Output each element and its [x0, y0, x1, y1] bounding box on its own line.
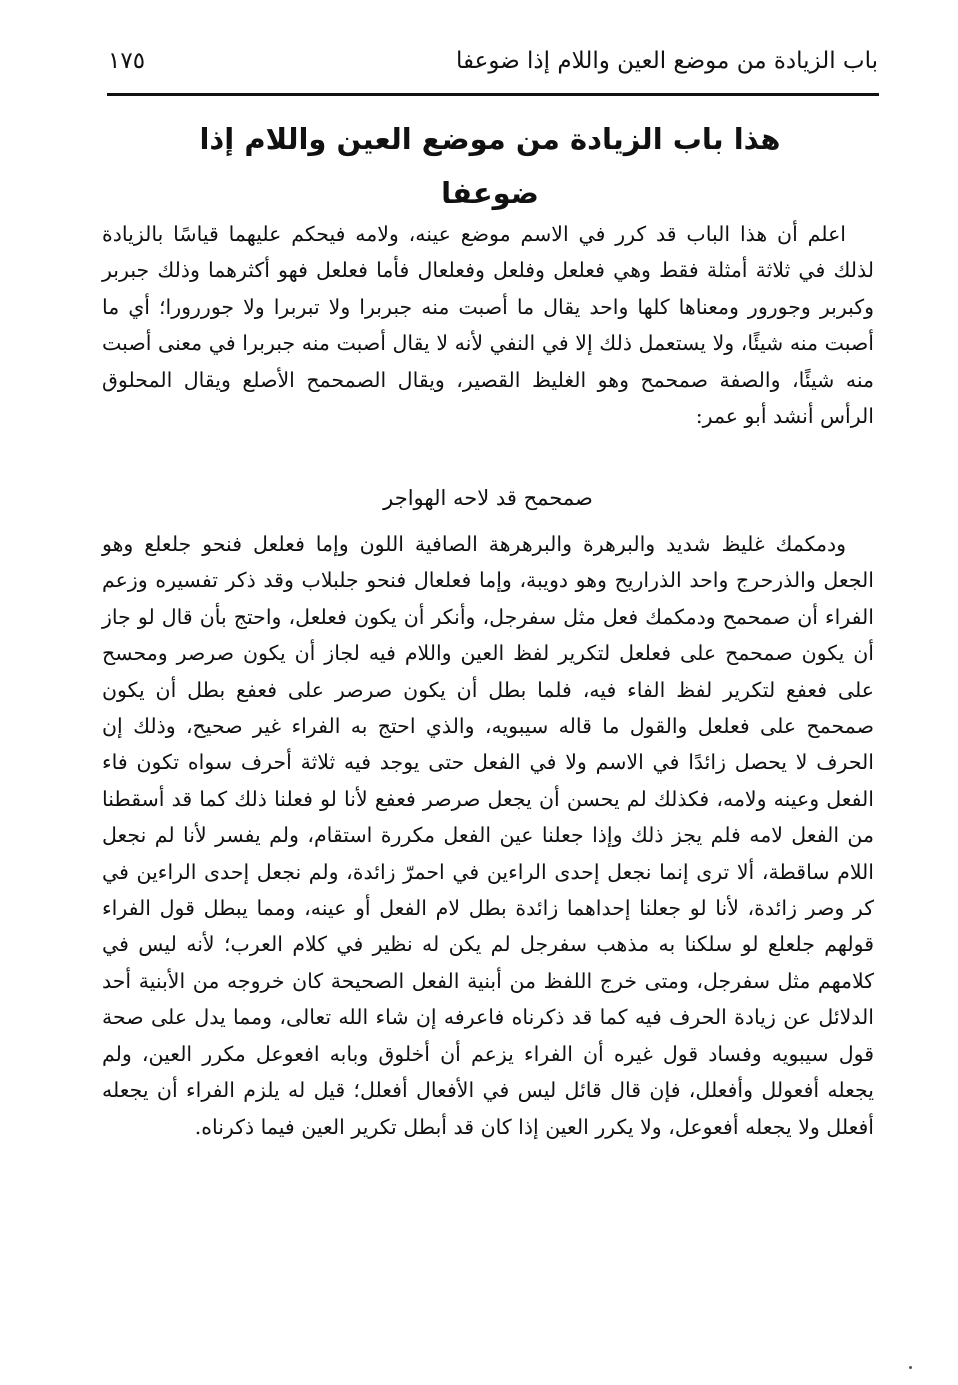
body-text-section-1 — [102, 216, 874, 434]
chapter-title: هذا باب الزيادة من موضع العين واللام إذا ضوعفا — [199, 122, 781, 210]
page-number: ١٧٥ — [108, 48, 146, 74]
header-rule — [107, 93, 879, 96]
running-header — [108, 44, 878, 90]
verse-quotation: صمحمح قد لاحه الهواجر — [383, 486, 593, 510]
body-text-section-2 — [102, 526, 874, 1145]
scan-speck — [909, 1366, 912, 1369]
running-title: باب الزيادة من موضع العين واللام إذا ضوعفا — [455, 48, 878, 74]
paragraph: اعلم أن هذا الباب قد كرر في الاسم موضع عينه، ولامه فيحكم عليهما قياسًا بالزيادة لذلك في ثلاثة أمثلة فقط وهي فعلعل وفلعل وفعلعال فأما فعلعل فهو أكثرهما وذلك جبربر وكبربر وجورور ومعناها كلها واحد يقال ما أصبت منه جبربرا ولا تبربرا ولا جوررورا؛ أي ما أصبت منه شيئًا، ولا يستعمل ذلك إلا في النفي لأنه لا يقال أصبت منه جبربرا في معنى أصبت منه شيئًا، والصفة صمحمح وهو الغليظ القصير، ويقال الصمحمح الأصلع ويقال المحلوق الرأس أنشد أبو عمر: — [102, 222, 874, 429]
paragraph: ودمكمك غليظ شديد والبرهرة والبرهرهة الصافية اللون وإما فعلعل فنحو جلعلع وهو الجعل والذرحرج واحد الذراريح وهو دويبة، وإما فعلعال فنحو جلبلاب وقد ذكر تفسيره وزعم الفراء أن صمحمح ودمكمك فعل مثل سفرجل، وأنكر أن يكون فعلعل، واحتج بأن قال لو جاز أن يكون صمحمح على فعلعل لتكرير لفظ العين واللام فيه لجاز أن يكون صرصر ومحسح على فعفع لتكرير لفظ الفاء فيه، فلما بطل أن يكون صرصر على فعفع بطل أن يكون صمحمح على فعلعل والقول ما قاله سيبويه، والذي احتج به الفراء غير صحيح، وذلك إن الحرف لا يحصل زائدًا في الاسم ولا في الفعل حتى يوجد فيه ثلاثة أحرف سواه تكون فاء الفعل وعينه ولامه، فكذلك لم يحسن أن يجعل صرصر فعفع لأنا لو فعلنا ذلك كما قد أسقطنا من الفعل لامه فلم يجز ذلك وإذا جعلنا عين الفعل مكررة استقام، ولم يفسر لأنا لم نجعل اللام ساقطة، ألا ترى إنما نجعل إحدى الراءين في احمرّ زائدة، ولم نجعل إحدى الراءين في كر وصر زائدة، لأنا لو جعلنا إحداهما زائدة بطل لام الفعل أو عينه، ومما يبطل قول الفراء قولهم جلعلع لو سلكنا به مذهب سفرجل لم يكن له نظير في كلام العرب؛ لأنه ليس في كلامهم مثل سفرجل، ومتى خرج اللفظ من أبنية الفعل الصحيحة كان خروجه من الأبنية أحد الدلائل عن زيادة الحرف فيه كما قد ذكرناه فاعرفه إن شاء الله تعالى، ومما يدل على صحة قول سيبويه وفساد قول غيره أن الفراء يزعم أن أخلوق وبابه افعوعل مكرر العين، ولم يجعله أفعولل وأفعلل، فإن قال قائل ليس في الأفعال أفعلل؛ قيل له يلزم الفراء أن يجعله أفعلل ولا يجعله أفعوعل، ولا يكرر العين إذا كان قد أبطل تكرير العين فيما ذكرناه. — [102, 532, 874, 1139]
